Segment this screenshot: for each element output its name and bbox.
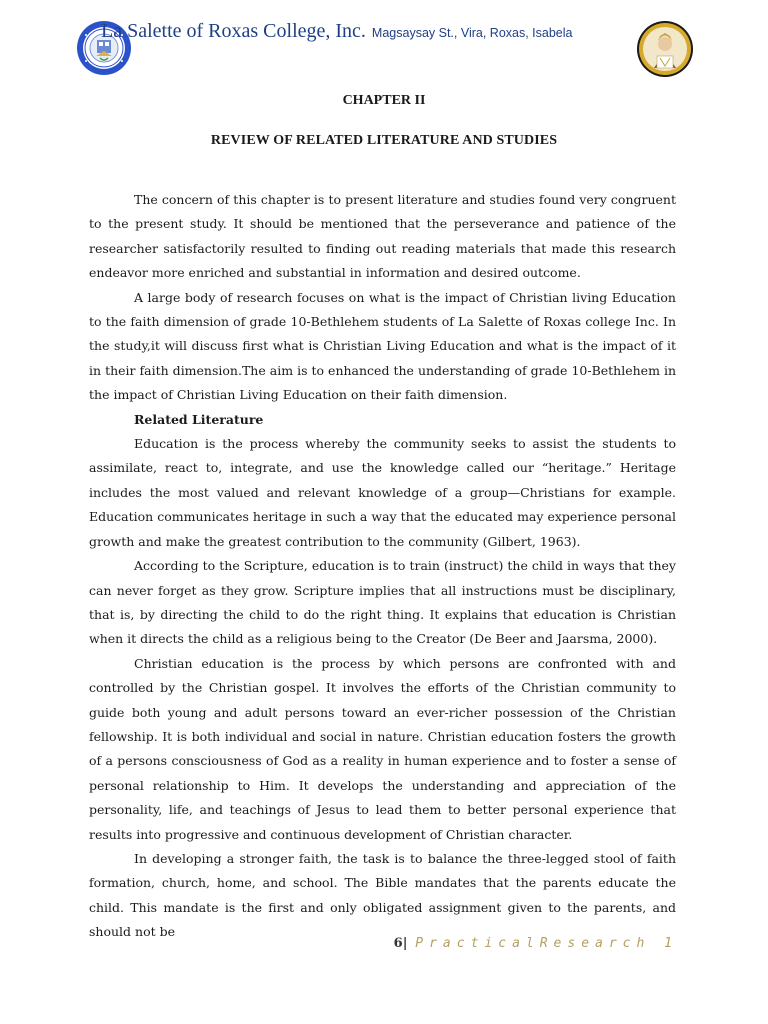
body-paragraph: The concern of this chapter is to present literature and studies found very congruent to the present study. It should be mentioned that the perseverance and patience of the researcher satisfactorily resulted to finding out reading materials that made this research endeavor more enriched and substantial in information and desired outcome. <box>89 192 676 281</box>
footer-separator: | <box>402 936 408 951</box>
college-address: Magsaysay St., Vira, Roxas, Isabela <box>371 26 573 40</box>
footer-label: PracticalResearch 1 <box>415 936 678 951</box>
college-name: La Salette of Roxas College, Inc. <box>101 20 366 42</box>
saint-portrait-logo <box>636 20 694 78</box>
body-paragraph: According to the Scripture, education is to train (instruct) the child in ways that they can never forget as they grow. Scripture implies that all instructions must be disciplinary, that is, by directing the child to do the right thing. It explains that education is Christian when it directs the child as a religious being to the Creator (De Beer and Jaarsma, 2000). <box>89 558 676 647</box>
body-paragraph: Education is the process whereby the community seeks to assist the students to assimilate, react to, integrate, and use the knowledge called our “heritage.” Heritage includes the most valued and relevant knowledge of a group—Christians for example. Education communicates heritage in such a way that the educated may experience personal growth and make the greatest contribution to the community (Gilbert, 1963). <box>89 436 676 549</box>
college-header <box>101 20 572 43</box>
page-header <box>0 0 768 90</box>
document-body <box>89 188 676 945</box>
page-number: 6 <box>393 936 403 951</box>
chapter-number: CHAPTER II <box>342 93 426 108</box>
chapter-title: REVIEW OF RELATED LITERATURE AND STUDIES <box>210 133 558 148</box>
section-subheading: Related Literature <box>134 411 264 427</box>
body-paragraph: In developing a stronger faith, the task is to balance the three-legged stool of faith formation, church, home, and school. The Bible mandates that the parents educate the child. This mandate is the first and only obligated assignment given to the parents, and should not be <box>89 850 676 940</box>
body-paragraph: Christian education is the process by which persons are confronted with and controlled by the Christian gospel. It involves the efforts of the Christian community to guide both young and adult persons toward an ever-richer possession of the Christian fellowship. It is both individual and social in nature. Christian education fosters the growth of a persons consciousness of God as a reality in human experience and to foster a sense of personal relationship to Him. It develops the understanding and appreciation of the personality, life, and teachings of Jesus to lead them to better personal experience that results into progressive and continuous development of Christian character. <box>89 655 676 842</box>
body-paragraph: A large body of research focuses on what is the impact of Christian living Education to the faith dimension of grade 10-Bethlehem students of La Salette of Roxas college Inc. In the study,it will discuss first what is Christian Living Education and what is the impact of it in their faith dimension.The aim is to enhanced the understanding of grade 10-Bethlehem in the impact of Christian Living Education on their faith dimension. <box>89 289 676 403</box>
page-footer <box>394 936 678 951</box>
